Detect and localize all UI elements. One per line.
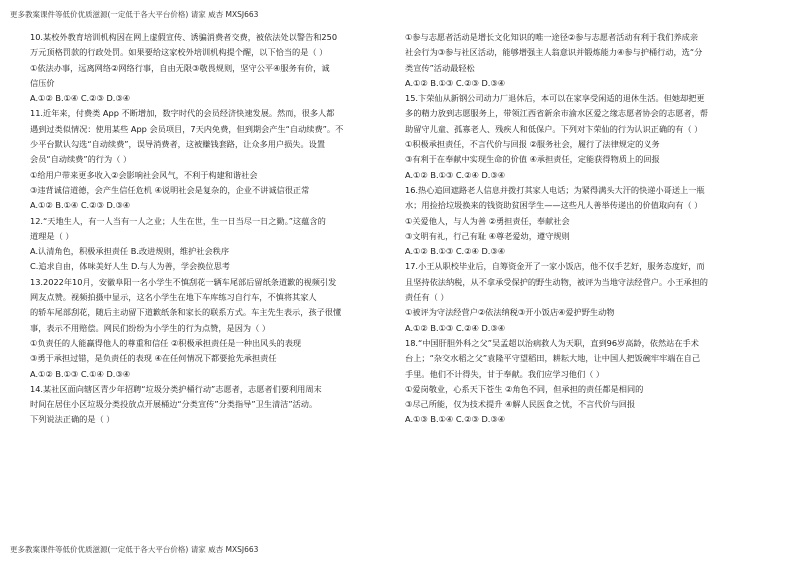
text-line: A.①③ B.①④ C.②③ D.③④	[405, 414, 506, 425]
text-line: 少平台默认勾选“自动续费”，误导消费者，这被赚钱套路，让众多用户损失。设置	[30, 139, 326, 150]
text-line: 信压价	[30, 77, 55, 88]
text-line: 台上；“杂交水稻之父”袁隆平守望稻田，耕耘大地，让中国人把饭碗牢牢端在自己	[405, 353, 701, 364]
text-line: A.①② B.①③ C.②④ D.③④	[405, 246, 506, 257]
text-line: ③文明有礼，行己有耻 ④尊老爱幼，遵守规则	[405, 230, 570, 241]
text-line: A.①② B.①③ C.②④ D.③④	[405, 169, 506, 180]
text-line: 助留守儿童、孤寡老人、残疾人和低保户。下列对卞荣仙的行为认识正确的有（ ）	[405, 123, 703, 134]
page-footer: 更多教案课件等低价优质滋源(一定低于各大平台价格) 请家 威杏 MXSJ663	[10, 545, 259, 554]
text-line: 14.某社区面向辖区青少年招聘“垃圾分类护桶行动”志愿者，志愿者们要利用周末	[30, 383, 322, 394]
right-column	[405, 30, 761, 428]
text-line: ①给用户带来更多收入②会影响社会风气，不利于构建和谐社会	[30, 169, 258, 180]
text-line: ③有利于在奉献中实现生命的价值 ④承担责任，定能获得物质上的回报	[405, 154, 660, 165]
text-line: C.追求自由，体味美好人生 D.与人为善，学会换位思考	[30, 261, 230, 272]
text-line: 的轿车尾部刮花，随后主动留下道歉纸条和家长的联系方式。车主先生表示，孩子很懂	[30, 307, 342, 318]
text-line: A.①② B.①③ C.②④ D.③④	[405, 322, 506, 333]
text-line: 遇到过类似情况：使用某些 App 会员项目，7天内免费，但到期会产生“自动续费”。不	[30, 123, 344, 134]
text-line: A.①② B.①④ C.②③ D.③④	[30, 93, 131, 104]
text-line: 15.卞荣仙从新钢公司动力厂退休后，本可以在家享受闲适的退休生活。但她却把更	[405, 93, 705, 104]
text-line: 道理是（ ）	[30, 230, 74, 241]
text-line: A.①② B.①④ C.②③ D.③④	[30, 200, 131, 211]
text-line: 16.热心追回遮路老人信息并拨打其家人电话；为紧得满头大汗的快递小哥送上一瓶	[405, 184, 705, 195]
text-line: 17.小王从职校毕业后，自筹资金开了一家小饭店，他不仅手艺好，服务态度好，而	[405, 261, 705, 272]
text-line: ③勇于承担过错，是负责任的表现 ④在任何情况下都要抢先承担责任	[30, 353, 277, 364]
text-line: 下列说法正确的是（ ）	[30, 414, 115, 425]
text-line: 手里。他们不计得失，甘于奉献。我们应学习他们（ ）	[405, 368, 605, 379]
text-line: A.认清角色，积极承担责任 B.改进规则，维护社会秩序	[30, 246, 230, 257]
text-line: ①爱岗敬业，心系天下苍生 ②角色不同，但承担的责任都是相同的	[405, 383, 644, 394]
text-line: ③违背诚信道德，会产生信任危机 ④说明社会是复杂的，企业不讲诚信很正常	[30, 184, 310, 195]
text-line: A.①② B.①③ C.②③ D.③④	[405, 77, 506, 88]
text-line: 11.近年来，付费类 App 不断增加，数字时代的会员经济快速发展。然而，很多人都	[30, 108, 335, 119]
text-line: ①被评为守法经营户②依法纳税③开小饭店④爱护野生动物	[405, 307, 615, 318]
text-line: 类宣传”活动最轻松	[405, 62, 475, 73]
text-line: 会员“自动续费”的行为（ ）	[30, 154, 132, 165]
text-line: 时间在居住小区垃圾分类投放点开展桶边“分类宣传”分类指导”卫生清洁”活动。	[30, 399, 318, 410]
text-line: ①关爱他人，与人为善 ②勇担责任，奉献社会	[405, 215, 570, 226]
text-line: 且坚持依法纳税，从不拿承受保护的野生动物，被评为当地守法经营户。小王承担的	[405, 276, 708, 287]
text-line: 事，表示不用赔偿。网民们纷纷为小学生的行为点赞，是因为（ ）	[30, 322, 271, 333]
text-line: ①积极承担责任，不言代价与回报 ②服务社会，履行了法律规定的义务	[405, 139, 660, 150]
text-line: ①依法办事，远离网络②网络行事，自由无限③敬畏规则，坚守公平④服务有价，诚	[30, 62, 330, 73]
text-line: 13.2022年10月，安徽阜阳一名小学生不慎刮花一辆车尾部后留纸条道歉的视频引发	[30, 276, 337, 287]
text-line: ①参与志愿者活动是增长文化知识的唯一途径②参与志愿者活动有利于我们养成亲	[405, 32, 699, 42]
text-line: 责任有（ ）	[405, 292, 449, 303]
text-line: 万元顶格罚款的行政处罚。如果要给这家校外培训机构提个醒，以下恰当的是（ ）	[30, 47, 328, 58]
text-line: 社会行为③参与社区活动，能够增强主人翁意识并锻炼能力④参与护桶行动，选“分	[405, 47, 703, 58]
text-line: 网友点赞。视频拍摄中显示，这名小学生在地下车库练习自行车，不慎将其家人	[30, 292, 317, 303]
text-line: 12.“天地生人，有一人当有一人之业；人生在世，生一日当尽一日之勤。”这蕴含的	[30, 215, 326, 226]
page-header: 更多教案课件等低价优质滋源(一定低于各大平台价格) 请家 威杏 MXSJ663	[10, 10, 259, 19]
text-line: ③尽己所能，仅为技术提升 ④解人民医食之忧，不言代价与回报	[405, 399, 636, 410]
text-line: A.①② B.①③ C.①④ D.③④	[30, 368, 131, 379]
text-line: 水；用捡拾垃圾换来的钱资助贫困学生——这些凡人善举传递出的价值取向有（ ）	[405, 200, 703, 211]
text-line: 多的精力放到志愿服务上，带领江西省新余市渝水区爱之缘志愿者协会的志愿者，帮	[405, 108, 708, 119]
text-line: 10.某校外教育培训机构因在网上虚假宣传、诱骗消费者交费，被依法处以警告和250	[30, 32, 338, 42]
text-line: 18.“中国肝胆外科之父”吴孟超以治病救人为天职，直到96岁高龄，依然站在手术	[405, 337, 699, 348]
left-column	[30, 30, 386, 428]
text-line: ①负责任的人能赢得他人的尊重和信任 ②积极承担责任是一种出风头的表现	[30, 337, 302, 348]
